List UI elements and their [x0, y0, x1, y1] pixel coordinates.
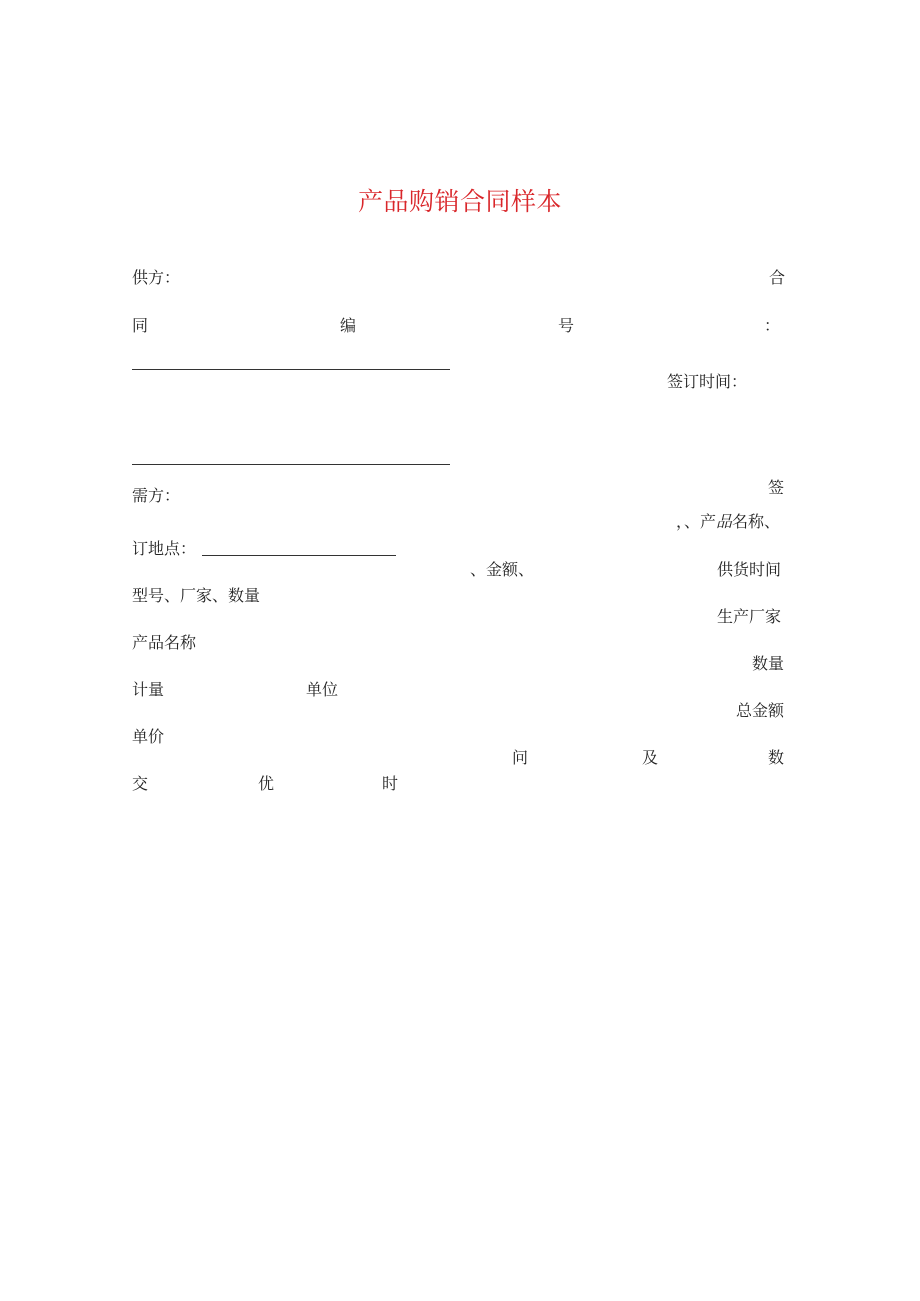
- model-header: 型号、厂家、数量: [132, 586, 261, 605]
- product-name-header: [676, 512, 780, 532]
- wen-char: 问: [512, 748, 529, 767]
- unit-column: 单位: [306, 680, 339, 699]
- quantity-column: 数量: [752, 654, 785, 673]
- manufacturer-header: 生产厂家: [717, 607, 782, 626]
- contract-number-colon: ：: [764, 316, 781, 335]
- document-title: 产品购销合同样本: [357, 187, 562, 216]
- sign-qian-char: 签: [768, 478, 785, 497]
- shu-char: 数: [768, 748, 785, 767]
- sign-place-line: [202, 555, 396, 556]
- contract-he-char: 合: [769, 268, 786, 287]
- you-char: 优: [258, 774, 275, 793]
- contract-tong-char: 同: [132, 316, 149, 335]
- product-header-prefix: ，、产: [676, 512, 717, 531]
- shi-char: 时: [382, 774, 399, 793]
- ji-char: 及: [642, 748, 659, 767]
- number-bian-char: 编: [340, 316, 357, 335]
- sign-place-label: 订地点：: [132, 539, 197, 558]
- sign-time-label: 签订时间：: [667, 372, 748, 391]
- jiao-char: 交: [132, 774, 149, 793]
- measure-column: 计量: [132, 680, 165, 699]
- total-amount-column: 总金额: [736, 701, 785, 720]
- number-hao-char: 号: [558, 316, 575, 335]
- supplier-line-1: [132, 369, 450, 370]
- supplier-label: 供方：: [132, 268, 181, 287]
- supplier-line-2: [132, 464, 450, 465]
- unit-price-column: 单价: [132, 727, 165, 746]
- product-name-column: 产品名称: [132, 633, 197, 652]
- amount-header: 、金额、: [470, 560, 535, 579]
- supply-time-header: 供货时间: [717, 560, 782, 579]
- product-header-pin: 品: [716, 512, 733, 531]
- buyer-label: 需方：: [132, 486, 181, 505]
- product-header-suffix: 名称、: [732, 512, 781, 531]
